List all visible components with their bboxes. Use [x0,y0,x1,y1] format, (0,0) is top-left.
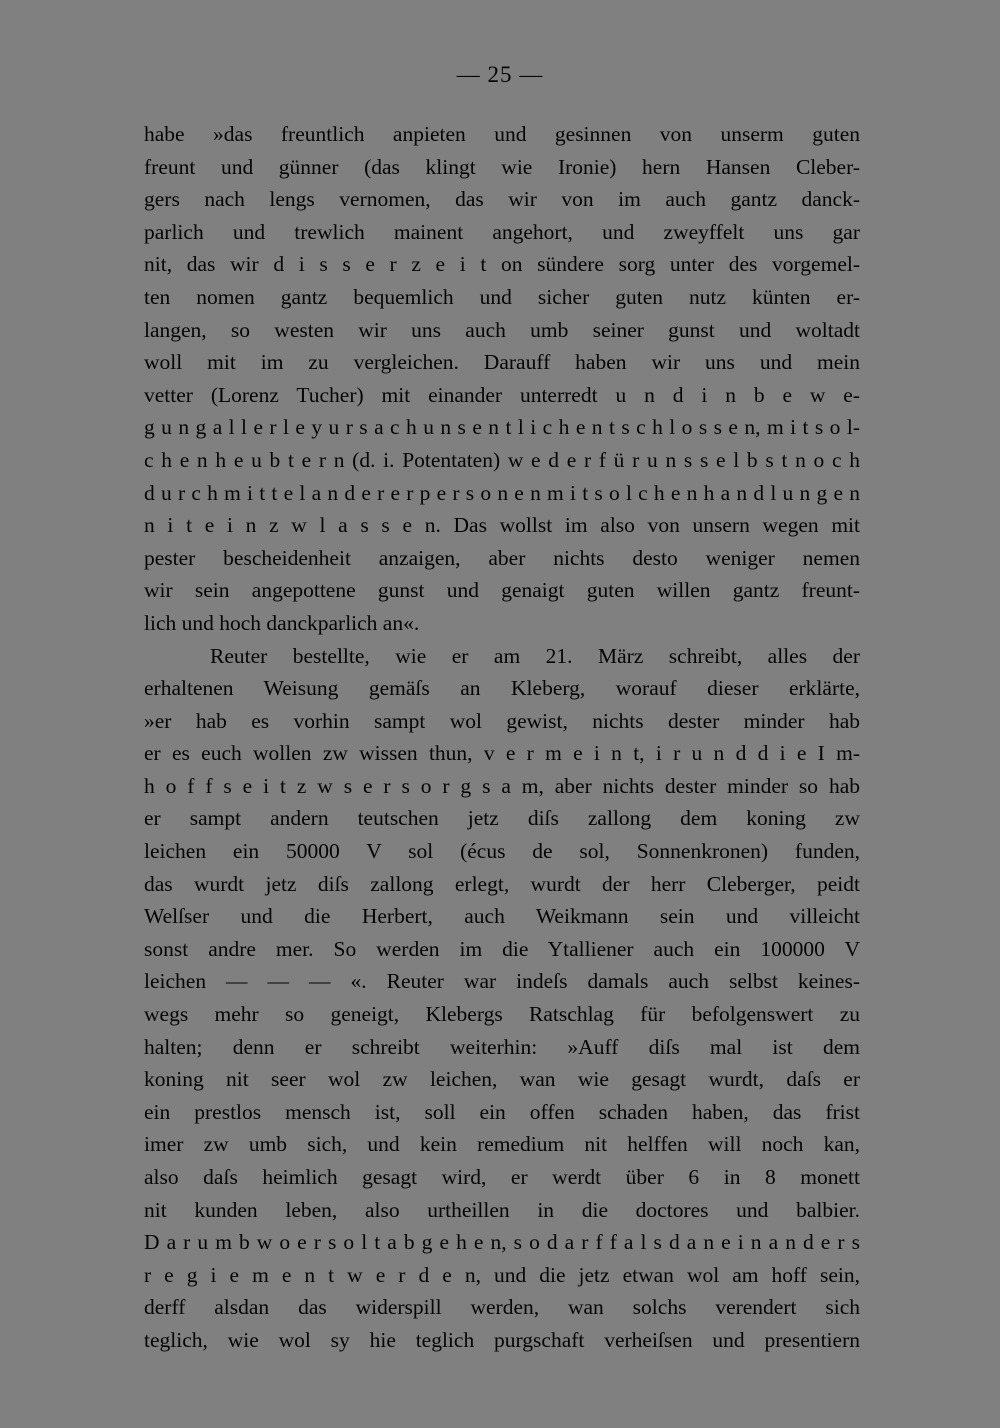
text-line: n i t e i n z w l a s s e n. Das wollst im also von unsern wegen mit [144,513,860,538]
text-line: imer zw umb sich, und kein remedium nit helffen will noch kan, [144,1132,860,1157]
text-line: habe »das freuntlich anpieten und gesinnen von unserm guten [144,122,860,146]
text-line: er es euch wollen zw wissen thun, v e r m e i n t, i r u n d d i e I m- [144,741,860,766]
text-line: wir sein angepottene gunst und genaigt guten willen gantz freunt- [144,578,860,603]
text-line: leichen — — — «. Reuter war indeſs damals auch selbst keines- [144,969,860,994]
text-line: leichen ein 50000 V sol (écus de sol, Sonnenkronen) funden, [144,839,860,864]
text-line: nit kunden leben, also urtheillen in die doctores und balbier. [144,1197,860,1222]
text-line: d u r c h m i t t e l a n d e r e r p e r s o n e n m i t s o l c h e n h a n d l u n g e n [144,480,860,505]
text-line: vetter (Lorenz Tucher) mit einander unterredt u n d i n b e w e- [144,382,860,407]
text-line: Welſser und die Herbert, auch Weikmann sein und villeicht [144,904,860,929]
text-line: ten nomen gantz bequemlich und sicher guten nutz künten er- [144,284,860,309]
text-line: D a r u m b w o e r s o l t a b g e h e n, s o d a r f f a l s d a n e i n a n d e r s [144,1230,860,1255]
text-line: langen, so westen wir uns auch umb seiner gunst und woltadt [144,317,860,342]
text-line: er sampt andern teutschen jetz diſs zallong dem koning zw [144,806,860,831]
text-line: derff alsdan das widerspill werden, wan solchs verendert sich [144,1295,860,1320]
text-line: pester bescheidenheit anzaigen, aber nichts desto weniger nemen [144,545,860,570]
text-line: also daſs heimlich gesagt wird, er werdt über 6 in 8 monett [144,1165,860,1189]
text-line: das wurdt jetz diſs zallong erlegt, wurdt der herr Cleberger, peidt [144,871,860,896]
text-line: teglich, wie wol sy hie teglich purgschaft verheiſsen und presentiern [144,1327,860,1352]
text-line: nit, das wir d i s s e r z e i t on sündere sorg unter des vorgemel- [144,252,860,277]
text-line: gers nach lengs vernomen, das wir von im auch gantz danck- [144,187,860,212]
text-line: h o f f s e i t z w s e r s o r g s a m, aber nichts dester minder so hab [144,773,860,798]
paragraph-end-line: lich und hoch danckparlich an«. [144,610,420,635]
paragraph-start-line: Reuter bestellte, wie er am 21. März schreibt, alles der [210,643,860,668]
text-line: woll mit im zu vergleichen. Darauff haben wir uns und mein [144,350,860,375]
text-line: erhaltenen Weisung gemäſs an Kleberg, worauf dieser erklärte, [144,676,860,701]
text-line: parlich und trewlich mainent angehort, und zweyffelt uns gar [144,219,860,244]
text-line: »er hab es vorhin sampt wol gewist, nichts dester minder hab [144,708,860,733]
text-line: c h e n h e u b t e r n (d. i. Potentaten) w e d e r f ü r u n s s e l b s t n o c h [144,447,860,472]
text-line: ein prestlos mensch ist, soll ein offen schaden haben, das frist [144,1099,860,1124]
text-line: g u n g a l l e r l e y u r s a c h u n s e n t l i c h e n t s c h l o s s e n, m i t s o l- [144,415,860,440]
text-line: koning nit seer wol zw leichen, wan wie gesagt wurdt, daſs er [144,1067,860,1092]
text-line: halten; denn er schreibt weiterhin: »Auff diſs mal ist dem [144,1034,860,1059]
body-text [144,118,860,1357]
text-line: freunt und günner (das klingt wie Ironie) hern Hansen Cleber- [144,154,860,179]
text-line: r e g i e m e n t w e r d e n, und die jetz etwan wol am hoff sein, [144,1262,860,1287]
text-line: wegs mehr so geneigt, Klebergs Ratschlag für befolgenswert zu [144,1002,860,1027]
text-line: sonst andre mer. So werden im die Ytalliener auch ein 100000 V [144,936,860,961]
page-number: — 25 — [456,62,544,87]
